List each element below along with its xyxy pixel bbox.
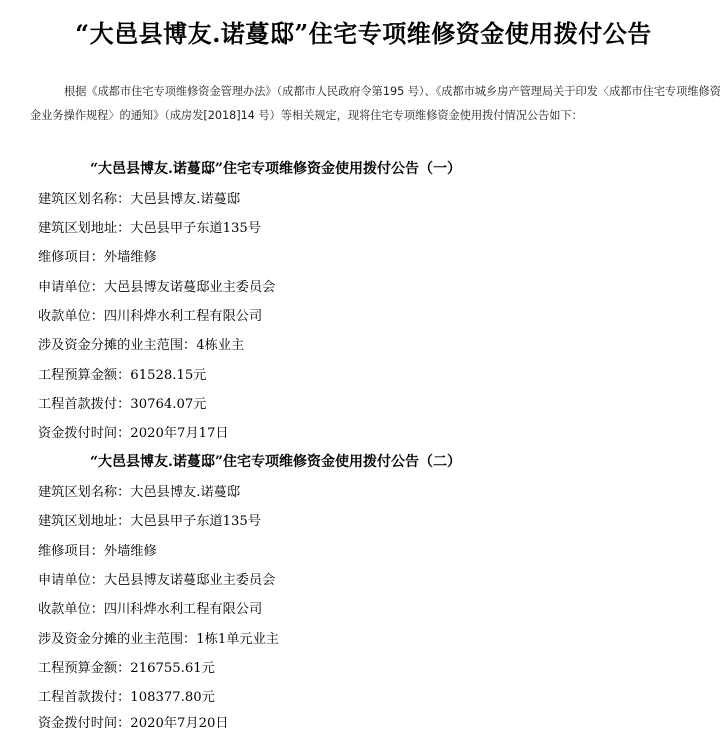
announcement-2-area-name: 建筑区划名称：大邑县博友.诺蔓邸 — [38, 485, 241, 500]
announcement-1-first-payment: 工程首款拨付：30764.07元 — [38, 397, 207, 412]
announcement-1-payment-date: 资金拨付时间：2020年7月17日 — [38, 426, 229, 441]
announcement-1-area-name: 建筑区划名称：大邑县博友.诺蔓邸 — [38, 192, 241, 207]
announcement-1-owner-scope: 涉及资金分摊的业主范围：4栋业主 — [38, 338, 245, 353]
announcement-2-repair-item: 维修项目：外墙维修 — [38, 544, 157, 559]
intro-paragraph: 根据《成都市住宅专项维修资金管理办法》（成都市人民政府令第195 号）、《成都市城乡房产管理局关于印发〈成都市住宅专项维修资金业务操作规程〉的通知》（成房发[2018]14 号）等相关规定，现将住宅专项维修资金使用拨付情况公告如下： — [30, 85, 721, 122]
announcement-1-payee: 收款单位：四川科烨水利工程有限公司 — [38, 309, 263, 324]
announcement-2-payment-date: 资金拨付时间：2020年7月20日 — [38, 716, 229, 731]
announcement-2-owner-scope: 涉及资金分摊的业主范围：1栋1单元业主 — [38, 632, 279, 647]
announcement-1-area-address: 建筑区划地址：大邑县甲子东道135号 — [38, 221, 261, 236]
announcement-2-budget: 工程预算金额：216755.61元 — [38, 661, 215, 676]
announcement-2-first-payment: 工程首款拨付：108377.80元 — [38, 690, 215, 705]
announcement-2-payee: 收款单位：四川科烨水利工程有限公司 — [38, 602, 263, 617]
announcement-2-heading: “大邑县博友.诺蔓邸”住宅专项维修资金使用拨付公告（二） — [90, 454, 461, 470]
announcement-2-applicant: 申请单位：大邑县博友诺蔓邸业主委员会 — [38, 573, 276, 588]
announcement-1-repair-item: 维修项目：外墙维修 — [38, 250, 157, 265]
announcement-1-heading: “大邑县博友.诺蔓邸”住宅专项维修资金使用拨付公告（一） — [90, 161, 461, 177]
announcement-1-applicant: 申请单位：大邑县博友诺蔓邸业主委员会 — [38, 280, 276, 295]
page-title: “大邑县博友.诺蔓邸”住宅专项维修资金使用拨付公告 — [75, 19, 652, 48]
announcement-1-budget: 工程预算金额：61528.15元 — [38, 368, 207, 383]
announcement-2-area-address: 建筑区划地址：大邑县甲子东道135号 — [38, 514, 261, 529]
